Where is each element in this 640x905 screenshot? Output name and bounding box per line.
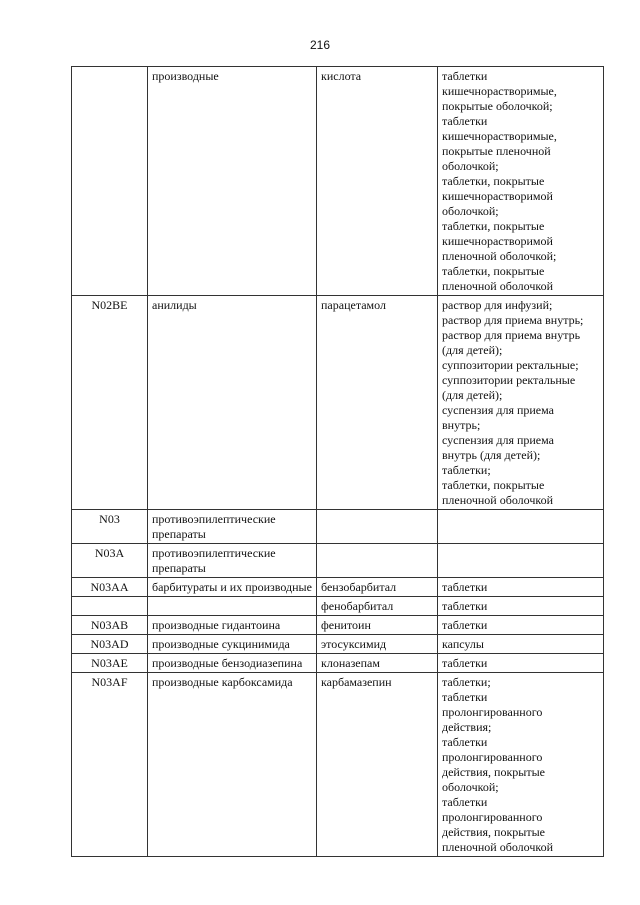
drug-name-cell: этосуксимид	[317, 635, 438, 654]
dosage-form-line: таблетки	[442, 580, 488, 594]
dosage-form-line: действия, покрытые	[442, 765, 545, 779]
dosage-form-line: таблетки, покрытые	[442, 174, 545, 188]
pharmacological-group-cell	[148, 597, 317, 616]
dosage-form-line: таблетки	[442, 735, 488, 749]
dosage-form-line: кишечнорастворимые,	[442, 129, 557, 143]
table-row	[72, 635, 604, 654]
dosage-forms-cell	[438, 296, 604, 510]
dosage-forms-cell	[438, 654, 604, 673]
table-body	[72, 67, 604, 857]
drug-name-cell: клоназепам	[317, 654, 438, 673]
table-row	[72, 616, 604, 635]
table-row	[72, 544, 604, 578]
dosage-form-line: суппозитории ректальные;	[442, 358, 579, 372]
dosage-form-line: оболочкой;	[442, 159, 499, 173]
drug-name-cell: карбамазепин	[317, 673, 438, 857]
dosage-form-line: внутрь (для детей);	[442, 448, 541, 462]
pharmacological-group-cell: производные сукцинимида	[148, 635, 317, 654]
dosage-form-line: таблетки	[442, 795, 488, 809]
dosage-form-line: таблетки	[442, 618, 488, 632]
table-row	[72, 578, 604, 597]
table-row	[72, 296, 604, 510]
dosage-form-line: таблетки, покрытые	[442, 264, 545, 278]
drug-name-cell: бензобарбитал	[317, 578, 438, 597]
dosage-form-line: покрытые пленочной	[442, 144, 551, 158]
dosage-forms-cell	[438, 510, 604, 544]
dosage-form-line: пролонгированного	[442, 810, 543, 824]
drug-table	[71, 66, 604, 857]
dosage-form-line: кишечнорастворимые,	[442, 84, 557, 98]
pharmacological-group-cell: противоэпилептические препараты	[148, 510, 317, 544]
dosage-forms-cell	[438, 616, 604, 635]
dosage-form-line: пленочной оболочкой	[442, 840, 554, 854]
dosage-forms-cell	[438, 544, 604, 578]
dosage-form-line: раствор для приема внутрь	[442, 328, 581, 342]
dosage-form-line: таблетки	[442, 690, 488, 704]
dosage-form-line: суспензия для приема	[442, 433, 554, 447]
dosage-forms-cell	[438, 597, 604, 616]
atc-code-cell: N03AD	[72, 635, 148, 654]
dosage-form-line: таблетки	[442, 599, 488, 613]
table-row	[72, 654, 604, 673]
dosage-form-line: оболочкой;	[442, 780, 499, 794]
table-row	[72, 673, 604, 857]
table-row	[72, 510, 604, 544]
dosage-form-line: внутрь;	[442, 418, 481, 432]
atc-code-cell: N03AA	[72, 578, 148, 597]
dosage-form-line: суппозитории ректальные	[442, 373, 576, 387]
drug-name-cell: фенобарбитал	[317, 597, 438, 616]
dosage-form-line: кишечнорастворимой	[442, 189, 553, 203]
drug-name-cell	[317, 544, 438, 578]
atc-code-cell: N03AF	[72, 673, 148, 857]
dosage-form-line: действия;	[442, 720, 492, 734]
dosage-form-line: кишечнорастворимой	[442, 234, 553, 248]
dosage-form-line: таблетки	[442, 69, 488, 83]
atc-code-cell	[72, 597, 148, 616]
dosage-form-line: (для детей);	[442, 388, 503, 402]
dosage-form-line: раствор для инфузий;	[442, 298, 553, 312]
dosage-form-line: действия, покрытые	[442, 825, 545, 839]
pharmacological-group-cell: производные карбоксамида	[148, 673, 317, 857]
atc-code-cell	[72, 67, 148, 296]
dosage-form-line: (для детей);	[442, 343, 503, 357]
atc-code-cell: N02BE	[72, 296, 148, 510]
pharmacological-group-cell: барбитураты и их производные	[148, 578, 317, 597]
dosage-forms-cell	[438, 67, 604, 296]
dosage-form-line: покрытые оболочкой;	[442, 99, 553, 113]
drug-name-cell: парацетамол	[317, 296, 438, 510]
atc-code-cell: N03AE	[72, 654, 148, 673]
dosage-form-line: суспензия для приема	[442, 403, 554, 417]
drug-name-cell	[317, 510, 438, 544]
pharmacological-group-cell: производные гидантоина	[148, 616, 317, 635]
pharmacological-group-cell: анилиды	[148, 296, 317, 510]
dosage-forms-cell	[438, 578, 604, 597]
drug-name-cell: кислота	[317, 67, 438, 296]
pharmacological-group-cell: противоэпилептические препараты	[148, 544, 317, 578]
dosage-form-line: таблетки	[442, 114, 488, 128]
dosage-form-line: пленочной оболочкой	[442, 279, 554, 293]
pharmacological-group-cell: производные бензодиазепина	[148, 654, 317, 673]
dosage-form-line: таблетки, покрытые	[442, 219, 545, 233]
dosage-form-line: пленочной оболочкой	[442, 493, 554, 507]
page-number: 216	[309, 38, 331, 52]
dosage-form-line: таблетки, покрытые	[442, 478, 545, 492]
dosage-form-line: оболочкой;	[442, 204, 499, 218]
dosage-form-line: таблетки	[442, 656, 488, 670]
dosage-form-line: пролонгированного	[442, 705, 543, 719]
dosage-form-line: пролонгированного	[442, 750, 543, 764]
dosage-form-line: таблетки;	[442, 675, 491, 689]
dosage-form-line: капсулы	[442, 637, 484, 651]
dosage-form-line: таблетки;	[442, 463, 491, 477]
dosage-form-line: пленочной оболочкой;	[442, 249, 557, 263]
dosage-form-line: раствор для приема внутрь;	[442, 313, 584, 327]
drug-name-cell: фенитоин	[317, 616, 438, 635]
atc-code-cell: N03	[72, 510, 148, 544]
table-row	[72, 597, 604, 616]
atc-code-cell: N03AB	[72, 616, 148, 635]
table-row	[72, 67, 604, 296]
dosage-forms-cell	[438, 673, 604, 857]
pharmacological-group-cell: производные	[148, 67, 317, 296]
atc-code-cell: N03A	[72, 544, 148, 578]
dosage-forms-cell	[438, 635, 604, 654]
